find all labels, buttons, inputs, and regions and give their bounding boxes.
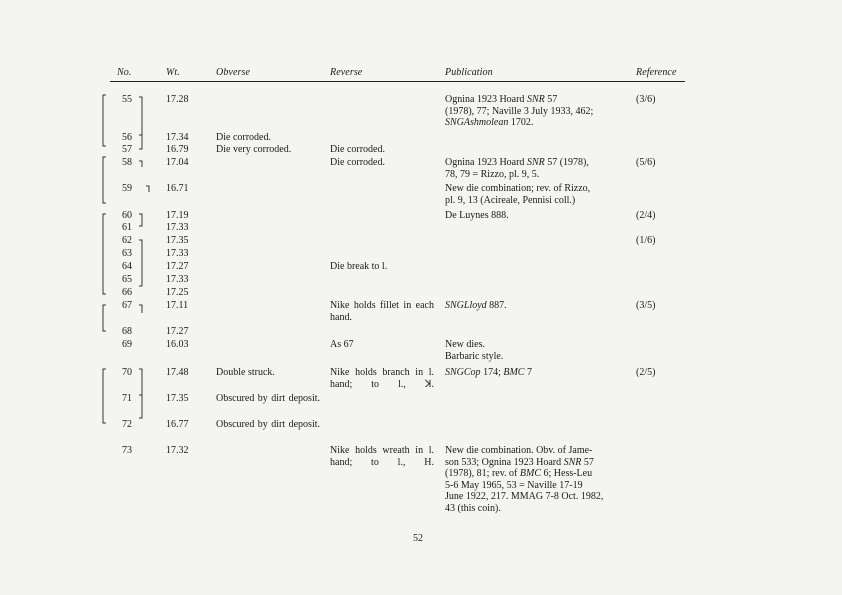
publication-line: pl. 9, 13 (Acireale, Pennisi coll.)	[445, 194, 576, 206]
publication-reference	[445, 300, 626, 312]
coin-number: 69	[122, 339, 132, 350]
coin-weight: 17.27	[166, 261, 189, 272]
die-reference: (3/5)	[636, 300, 656, 311]
coin-number: 63	[122, 248, 132, 259]
header-obverse: Obverse	[216, 67, 251, 78]
coin-weight: 17.32	[166, 445, 189, 456]
coin-number: 73	[122, 445, 132, 456]
coin-number: 66	[122, 287, 132, 298]
publication-line: New die combination; rev. of Rizzo,	[445, 183, 591, 194]
coin-number: 61	[122, 222, 132, 233]
reverse-description: As 67	[330, 339, 354, 350]
coin-weight: 16.71	[166, 183, 189, 194]
coin-weight: 17.19	[166, 210, 189, 221]
coin-number: 59	[122, 183, 132, 194]
publication-line: Ognina 1923 Hoard SNR 57	[445, 94, 558, 105]
publication-line: June 1922, 217. MMAG 7-8 Oct. 1982,	[445, 491, 604, 503]
publication-line: son 533; Ognina 1923 Hoard SNR 57	[445, 456, 594, 468]
coin-number: 64	[122, 261, 132, 272]
coin-number: 60	[122, 210, 132, 221]
coin-weight: 17.27	[166, 326, 189, 337]
page-number: 52	[413, 533, 423, 544]
header-reverse: Reverse	[330, 67, 363, 78]
header-no: No.	[117, 67, 132, 78]
die-reference: (1/6)	[636, 235, 656, 246]
obverse-description: Die corroded.	[216, 132, 271, 143]
publication-line: New die combination. Obv. of Jame-	[445, 445, 593, 456]
coin-weight: 17.35	[166, 235, 189, 246]
publication-line: SNGLloyd 887.	[445, 300, 507, 311]
coin-number: 62	[122, 235, 132, 246]
publication-reference	[445, 210, 626, 222]
publication-reference	[445, 445, 626, 515]
publication-line: Ognina 1923 Hoard SNR 57 (1978),	[445, 157, 589, 168]
publication-line: 5-6 May 1965, 53 = Naville 17-19	[445, 479, 583, 491]
reverse-description: Nike holds branch in l. hand; to l., ꓘ.	[330, 367, 434, 390]
publication-line: Barbaric style.	[445, 350, 504, 362]
coin-weight: 17.48	[166, 367, 189, 378]
coin-weight: 17.33	[166, 248, 189, 259]
publication-line: 43 (this coin).	[445, 502, 501, 514]
publication-line: (1978), 81; rev. of BMC 6; Hess-Leu	[445, 468, 593, 480]
coin-number: 70	[122, 367, 132, 378]
coin-weight: 16.79	[166, 144, 189, 155]
obverse-description: Obscured by dirt deposit.	[216, 393, 320, 404]
coin-number: 56	[122, 132, 132, 143]
coin-weight: 17.35	[166, 393, 189, 404]
publication-line: New dies.	[445, 339, 485, 350]
coin-number: 72	[122, 419, 132, 430]
die-reference: (5/6)	[636, 157, 656, 168]
publication-line: SNGAshmolean 1702.	[445, 117, 534, 129]
reverse-description: Nike holds wreath in l. hand; to l., H.	[330, 445, 434, 468]
reverse-description: Nike holds fillet in each hand.	[330, 300, 434, 323]
publication-reference	[445, 94, 626, 129]
coin-weight: 17.11	[166, 300, 189, 311]
coin-weight: 17.33	[166, 274, 189, 285]
die-reference: (2/5)	[636, 367, 656, 378]
publication-line: SNGCop 174; BMC 7	[445, 367, 532, 378]
coin-weight: 16.03	[166, 339, 189, 350]
publication-reference	[445, 339, 626, 362]
publication-line: De Luynes 888.	[445, 210, 509, 221]
coin-weight: 17.04	[166, 157, 189, 168]
reverse-description: Die break to l.	[330, 261, 388, 272]
publication-reference	[445, 157, 626, 180]
obverse-description: Double struck.	[216, 367, 275, 378]
reverse-description: Die corroded.	[330, 157, 385, 168]
obverse-description: Die very corroded.	[216, 144, 292, 155]
publication-line: (1978), 77; Naville 3 July 1933, 462;	[445, 105, 594, 117]
die-reference: (2/4)	[636, 210, 656, 221]
obverse-description: Obscured by dirt deposit.	[216, 419, 320, 430]
coin-number: 57	[122, 144, 132, 155]
coin-weight: 17.34	[166, 132, 189, 143]
coin-weight: 17.33	[166, 222, 189, 233]
coin-weight: 17.28	[166, 94, 189, 105]
die-reference: (3/6)	[636, 94, 656, 105]
publication-reference	[445, 183, 626, 206]
coin-weight: 16.77	[166, 419, 189, 430]
coin-number: 67	[122, 300, 132, 311]
coin-number: 55	[122, 94, 132, 105]
coin-weight: 17.25	[166, 287, 189, 298]
coin-number: 68	[122, 326, 132, 337]
header-reference: Reference	[636, 67, 677, 78]
publication-line: 78, 79 = Rizzo, pl. 9, 5.	[445, 168, 540, 180]
publication-reference	[445, 367, 626, 379]
reverse-description: Die corroded.	[330, 144, 385, 155]
header-publication: Publication	[445, 67, 493, 78]
coin-number: 58	[122, 157, 132, 168]
coin-number: 65	[122, 274, 132, 285]
header-wt: Wt.	[166, 67, 180, 78]
coin-number: 71	[122, 393, 132, 404]
